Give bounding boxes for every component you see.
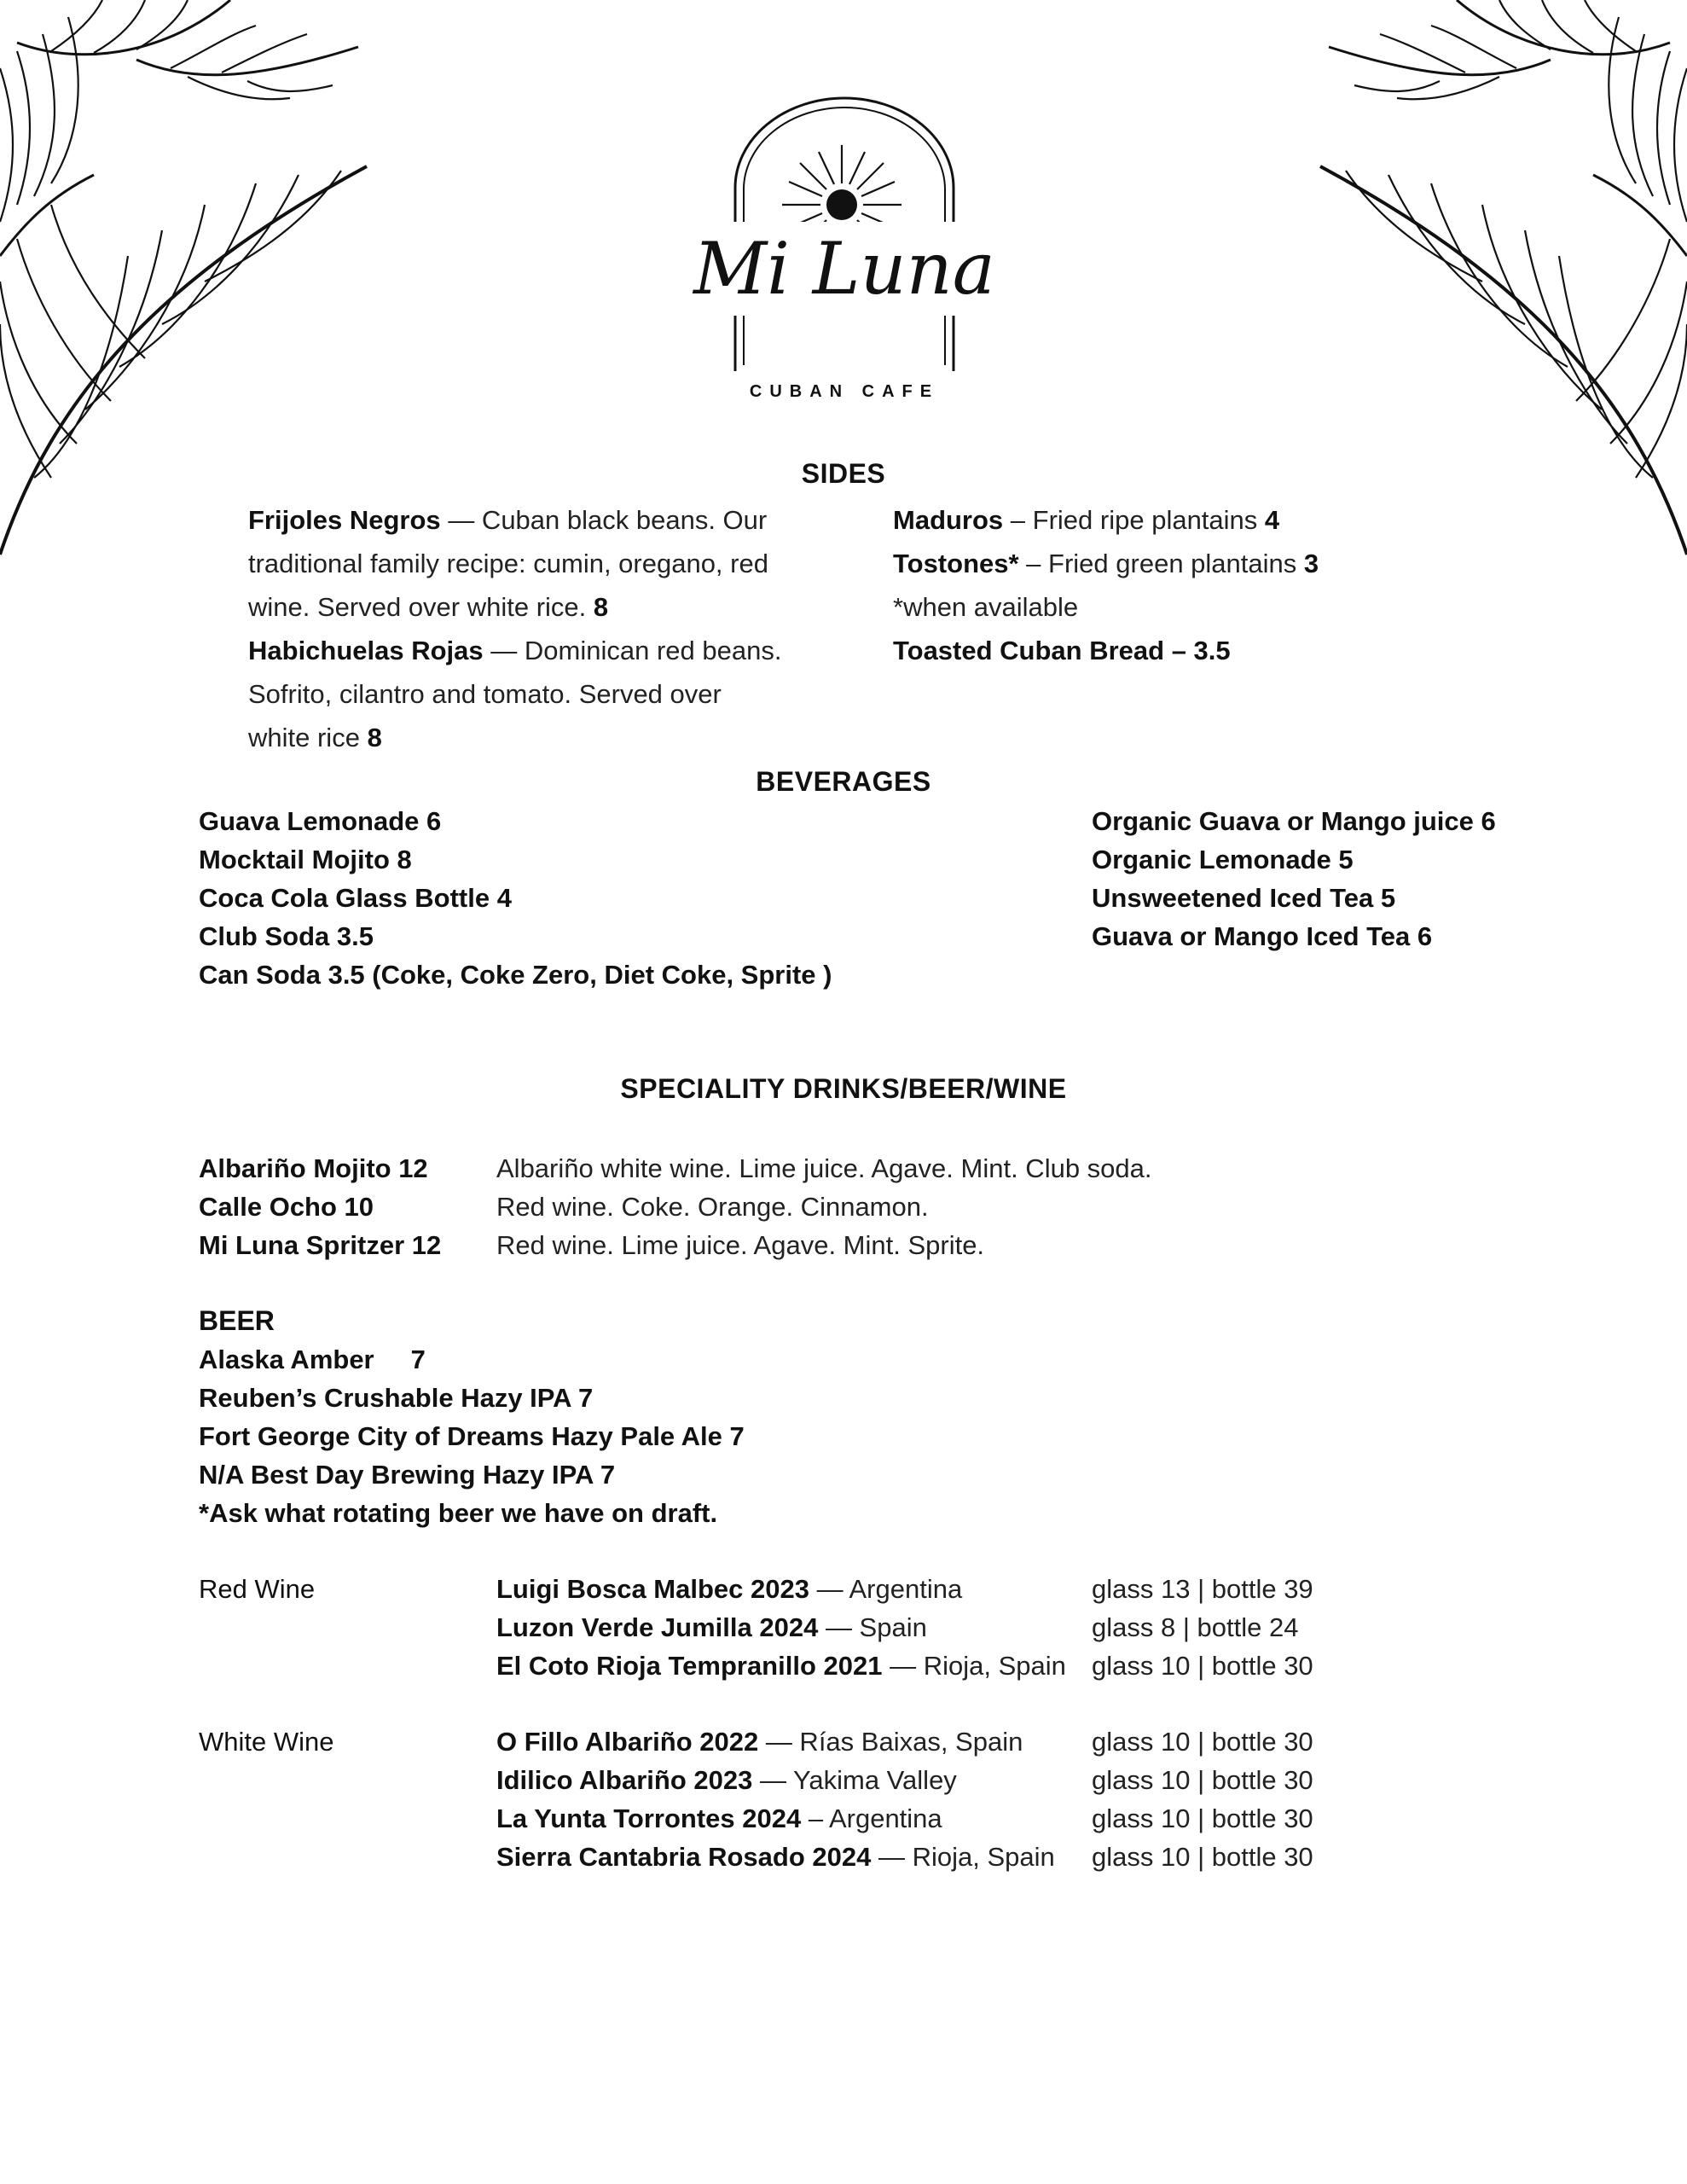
beer-item: N/A Best Day Brewing Hazy IPA 7 bbox=[199, 1460, 616, 1490]
wine-row: White Wine O Fillo Albariño 2022 — Rías Baixas, Spain glass 10 | bottle 30 bbox=[199, 1722, 1563, 1761]
beverage-item: Unsweetened Iced Tea 5 bbox=[1092, 883, 1396, 913]
white-wine-section bbox=[199, 1722, 1563, 1876]
logo bbox=[665, 94, 1023, 410]
side-maduros: Maduros – Fried ripe plantains 4 bbox=[893, 505, 1280, 535]
side-habichuelas-rojas: Habichuelas Rojas — Dominican red beans. Sofrito, cilantro and tomato. Served over white rice 8 bbox=[248, 636, 782, 752]
red-wine-label: Red Wine bbox=[199, 1574, 316, 1604]
beer-section bbox=[199, 1302, 1052, 1532]
speciality-drinks bbox=[199, 1149, 1478, 1264]
logo-tagline: CUBAN CAFE bbox=[749, 382, 940, 401]
wine-row: La Yunta Torrontes 2024 – Argentina glass 10 | bottle 30 bbox=[496, 1804, 1313, 1833]
wine-row: Idilico Albariño 2023 — Yakima Valley glass 10 | bottle 30 bbox=[496, 1765, 1313, 1795]
speciality-heading: SPECIALITY DRINKS/BEER/WINE bbox=[620, 1073, 1067, 1104]
beverage-item: Organic Lemonade 5 bbox=[1092, 845, 1354, 874]
white-wine-label: White Wine bbox=[199, 1727, 334, 1757]
speciality-drink-row: Calle Ocho 10 Red wine. Coke. Orange. Cinnamon. bbox=[199, 1192, 929, 1222]
beverages-right-list bbox=[1092, 802, 1603, 956]
side-tostones: Tostones* – Fried green plantains 3 bbox=[893, 549, 1319, 578]
beer-item: Fort George City of Dreams Hazy Pale Ale 7 bbox=[199, 1421, 745, 1451]
beverage-item: Guava Lemonade 6 bbox=[199, 806, 442, 836]
red-wine-section bbox=[199, 1570, 1563, 1685]
beverage-item: Guava or Mango Iced Tea 6 bbox=[1092, 921, 1433, 951]
wine-row: Luzon Verde Jumilla 2024 — Spain glass 8 | bottle 24 bbox=[496, 1612, 1299, 1642]
wine-row: Sierra Cantabria Rosado 2024 — Rioja, Spain glass 10 | bottle 30 bbox=[496, 1842, 1313, 1872]
beverages-left-list bbox=[199, 802, 966, 994]
beverage-item: Club Soda 3.5 bbox=[199, 921, 374, 951]
wine-row: El Coto Rioja Tempranillo 2021 — Rioja, Spain glass 10 | bottle 30 bbox=[496, 1651, 1313, 1681]
side-cuban-bread: Toasted Cuban Bread – 3.5 bbox=[893, 636, 1231, 665]
beverage-item: Coca Cola Glass Bottle 4 bbox=[199, 883, 512, 913]
beverages-heading: BEVERAGES bbox=[756, 766, 931, 797]
beer-item: Alaska Amber 7 bbox=[199, 1345, 426, 1374]
beverage-item: Can Soda 3.5 (Coke, Coke Zero, Diet Coke, Sprite ) bbox=[199, 960, 832, 990]
speciality-drink-row: Albariño Mojito 12 Albariño white wine. Lime juice. Agave. Mint. Club soda. bbox=[199, 1153, 1152, 1183]
beverage-item: Mocktail Mojito 8 bbox=[199, 845, 412, 874]
logo-script-name: Mi Luna bbox=[682, 222, 1006, 316]
beer-item: Reuben’s Crushable Hazy IPA 7 bbox=[199, 1383, 594, 1413]
side-frijoles-negros: Frijoles Negros — Cuban black beans. Our traditional family recipe: cumin, oregano, red wine. Served over white rice. 8 bbox=[248, 505, 768, 622]
beverage-item: Organic Guava or Mango juice 6 bbox=[1092, 806, 1496, 836]
wine-row: Red Wine Luigi Bosca Malbec 2023 — Argentina glass 13 | bottle 39 bbox=[199, 1570, 1563, 1608]
speciality-drink-row: Mi Luna Spritzer 12 Red wine. Lime juice. Agave. Mint. Sprite. bbox=[199, 1230, 985, 1260]
beer-heading: BEER bbox=[199, 1305, 275, 1336]
side-note: *when available bbox=[893, 592, 1079, 622]
sides-heading: SIDES bbox=[801, 458, 886, 489]
sides-right-column bbox=[893, 498, 1405, 672]
beer-note: *Ask what rotating beer we have on draft. bbox=[199, 1498, 718, 1528]
